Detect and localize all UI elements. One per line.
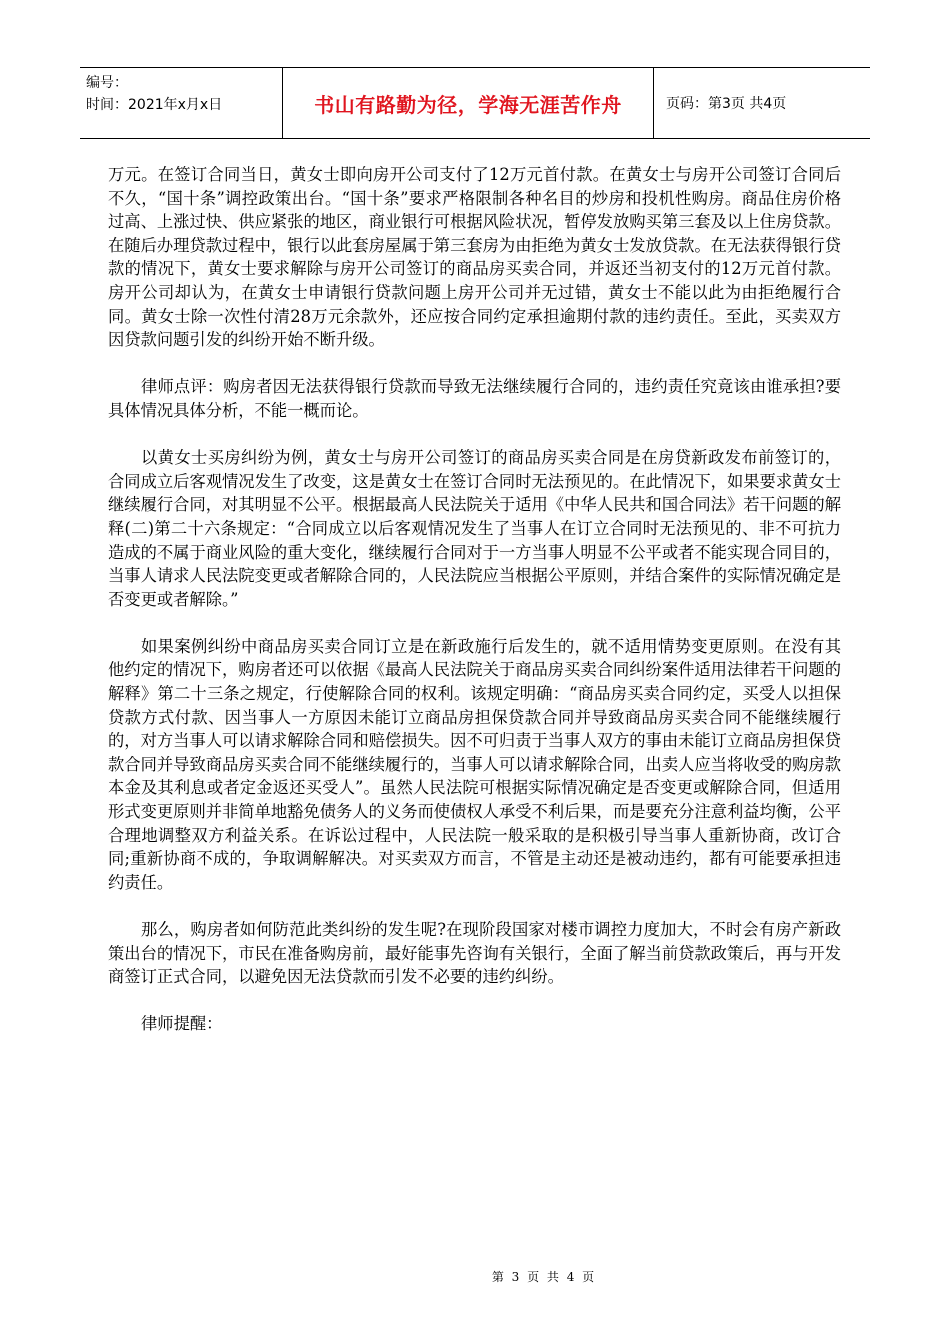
footer-page-number: 第 3 页 共 4 页 <box>491 1270 597 1284</box>
header-page-label: 页码：第3页 共4页 <box>666 96 787 112</box>
header-motto-cell <box>282 68 654 138</box>
header-motto: 书山有路勤为径，学海无涯苦作舟 <box>314 92 622 117</box>
page-header <box>80 67 870 139</box>
body-paragraph: 以黄女士买房纠纷为例，黄女士与房开公司签订的商品房买卖合同是在房贷新政发布前签订的，合同成立后客观情况发生了改变，这是黄女士在签订合同时无法预见的。在此情况下，如果要求黄女士继续履行合同，对其明显不公平。根据最高人民法院关于适用《中华人民共和国合同法》若干问题的解释(二)第二十六条规定：“合同成立以后客观情况发生了当事人在订立合同时无法预见的、非不可抗力造成的不属于商业风险的重大变化，继续履行合同对于一方当事人明显不公平或者不能实现合同目的，当事人请求人民法院变更或者解除合同的，人民法院应当根据公平原则，并结合案件的实际情况确定是否变更或者解除。” <box>108 448 841 609</box>
body-paragraph: 如果案例纠纷中商品房买卖合同订立是在新政施行后发生的，就不适用情势变更原则。在没有其他约定的情况下，购房者还可以依据《最高人民法院关于商品房买卖合同纠纷案件适用法律若干问题的解释》第二十三条之规定，行使解除合同的权利。该规定明确：“商品房买卖合同约定，买受人以担保贷款方式付款、因当事人一方原因未能订立商品房担保贷款合同并导致商品房买卖合同不能继续履行的，对方当事人可以请求解除合同和赔偿损失。因不可归责于当事人双方的事由未能订立商品房担保贷款合同并导致商品房买卖合同不能继续履行的，当事人可以请求解除合同，出卖人应当将收受的购房款本金及其利息或者定金返还买受人”。虽然人民法院可根据实际情况确定是否变更或解除合同，但适用形式变更原则并非简单地豁免债务人的义务而使债权人承受不利后果，而是要充分注意利益均衡，公平合理地调整双方利益关系。在诉讼过程中，人民法院一般采取的是积极引导当事人重新协商，改订合同;重新协商不成的，争取调解解决。对买卖双方而言，不管是主动还是被动违约，都有可能要承担违约责任。 <box>108 636 841 892</box>
document-time-label: 时间：2021年x月x日 <box>86 97 223 113</box>
document-number-label: 编号： <box>86 75 128 91</box>
body-paragraph: 律师提醒： <box>141 1014 223 1034</box>
header-meta <box>80 68 282 138</box>
header-page-cell <box>654 68 870 138</box>
body-paragraph: 那么，购房者如何防范此类纠纷的发生呢?在现阶段国家对楼市调控力度加大，不时会有房产新政策出台的情况下，市民在准备购房前，最好能事先咨询有关银行，全面了解当前贷款政策后，再与开发商签订正式合同，以避免因无法贷款而引发不必要的违约纠纷。 <box>108 920 841 987</box>
document-body <box>108 163 841 1060</box>
page-footer <box>0 1268 950 1285</box>
body-paragraph: 万元。在签订合同当日，黄女士即向房开公司支付了12万元首付款。在黄女士与房开公司签订合同后不久，“国十条”调控政策出台。“国十条”要求严格限制各种名目的炒房和投机性购房。商品住房价格过高、上涨过快、供应紧张的地区，商业银行可根据风险状况，暂停发放购买第三套及以上住房贷款。在随后办理贷款过程中，银行以此套房屋属于第三套房为由拒绝为黄女士发放贷款。在无法获得银行贷款的情况下，黄女士要求解除与房开公司签订的商品房买卖合同，并返还当初支付的12万元首付款。房开公司却认为，在黄女士申请银行贷款问题上房开公司并无过错，黄女士不能以此为由拒绝履行合同。黄女士除一次性付清28万元余款外，还应按合同约定承担逾期付款的违约责任。至此，买卖双方因贷款问题引发的纠纷开始不断升级。 <box>108 165 841 350</box>
body-paragraph: 律师点评：购房者因无法获得银行贷款而导致无法继续履行合同的，违约责任究竟该由谁承担?要具体情况具体分析，不能一概而论。 <box>108 377 841 420</box>
